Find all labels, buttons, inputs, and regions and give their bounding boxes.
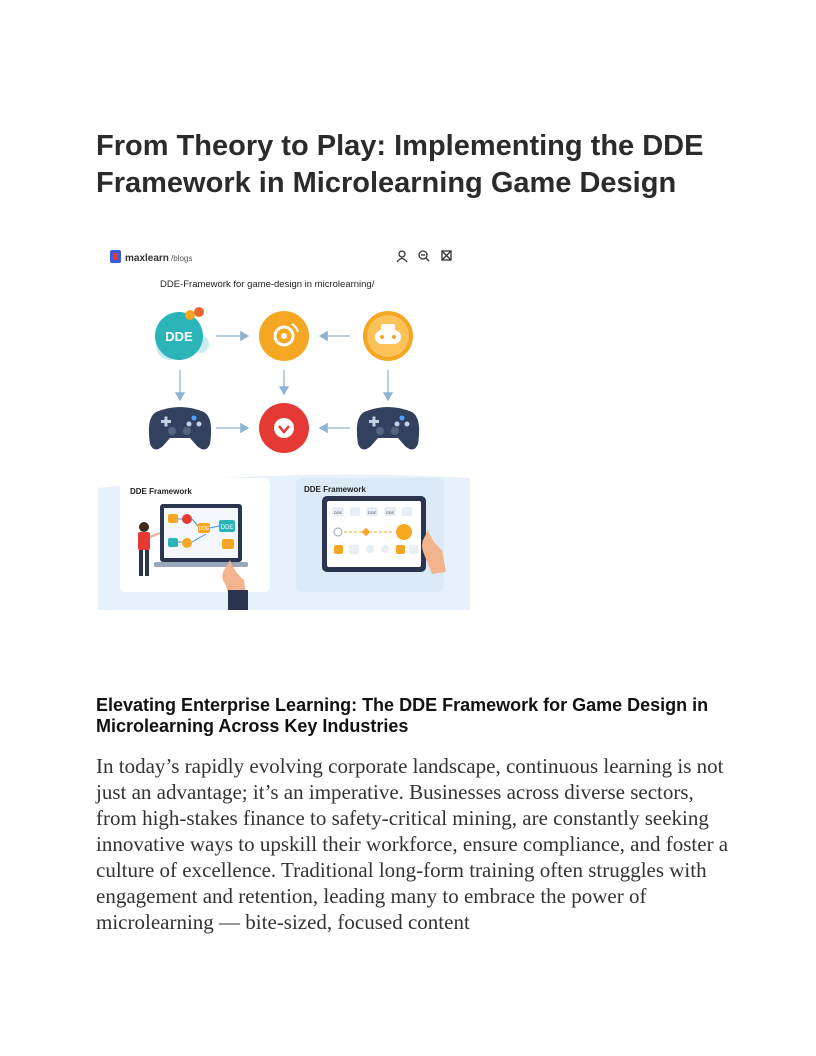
- panel-left-title: DDE Framework: [130, 487, 192, 496]
- section-heading: Elevating Enterprise Learning: The DDE Framework for Game Design in Microlearning Across Key Industries: [96, 695, 709, 736]
- game-controller-icon: [363, 311, 413, 361]
- panel-tablet: [296, 478, 446, 592]
- laptop-node-label: DDE: [198, 526, 210, 532]
- page-title: From Theory to Play: Implementing the DDE Framework in Microlearning Game Design: [96, 130, 704, 199]
- gamepad-icon: [149, 407, 211, 450]
- article-hero-image: [98, 240, 470, 610]
- brand-name: maxlearn: [125, 253, 169, 264]
- brand-logo: [110, 250, 192, 264]
- panel-right-title: DDE Framework: [304, 485, 366, 494]
- tablet-chip-3: DDE: [385, 510, 395, 515]
- gear-icon: [259, 311, 309, 361]
- tablet-chip-2: DDE: [367, 510, 377, 515]
- zoom-out-icon: [419, 251, 429, 261]
- dde-node-label: DDE: [165, 329, 193, 344]
- dde-node: [155, 307, 209, 360]
- brand-suffix: /blogs: [171, 254, 193, 263]
- intro-paragraph: In today’s rapidly evolving corporate landscape, continuous learning is not just an advantage; it’s an imperative. Businesses across diverse sectors, from high-stakes finance to safety-critical mining, are constantly seeking innovative ways to upskill their workforce, ensure compliance, and foster a culture of excellence. Traditional long-form training often struggles with engagement and retention, leading many to embrace the power of microlearning — bite-sized, focused content: [96, 754, 729, 934]
- figure-heading: DDE-Framework for game-design in microlearning/: [160, 279, 375, 290]
- share-icon: [442, 251, 451, 260]
- badge-node-icon: [259, 403, 309, 453]
- tablet-chip-1: DDE: [333, 510, 343, 515]
- user-icon: [397, 251, 407, 262]
- laptop-node-label-2: DDE: [220, 525, 234, 531]
- gamepad-icon-right: [357, 407, 419, 450]
- panel-laptop: [120, 478, 270, 610]
